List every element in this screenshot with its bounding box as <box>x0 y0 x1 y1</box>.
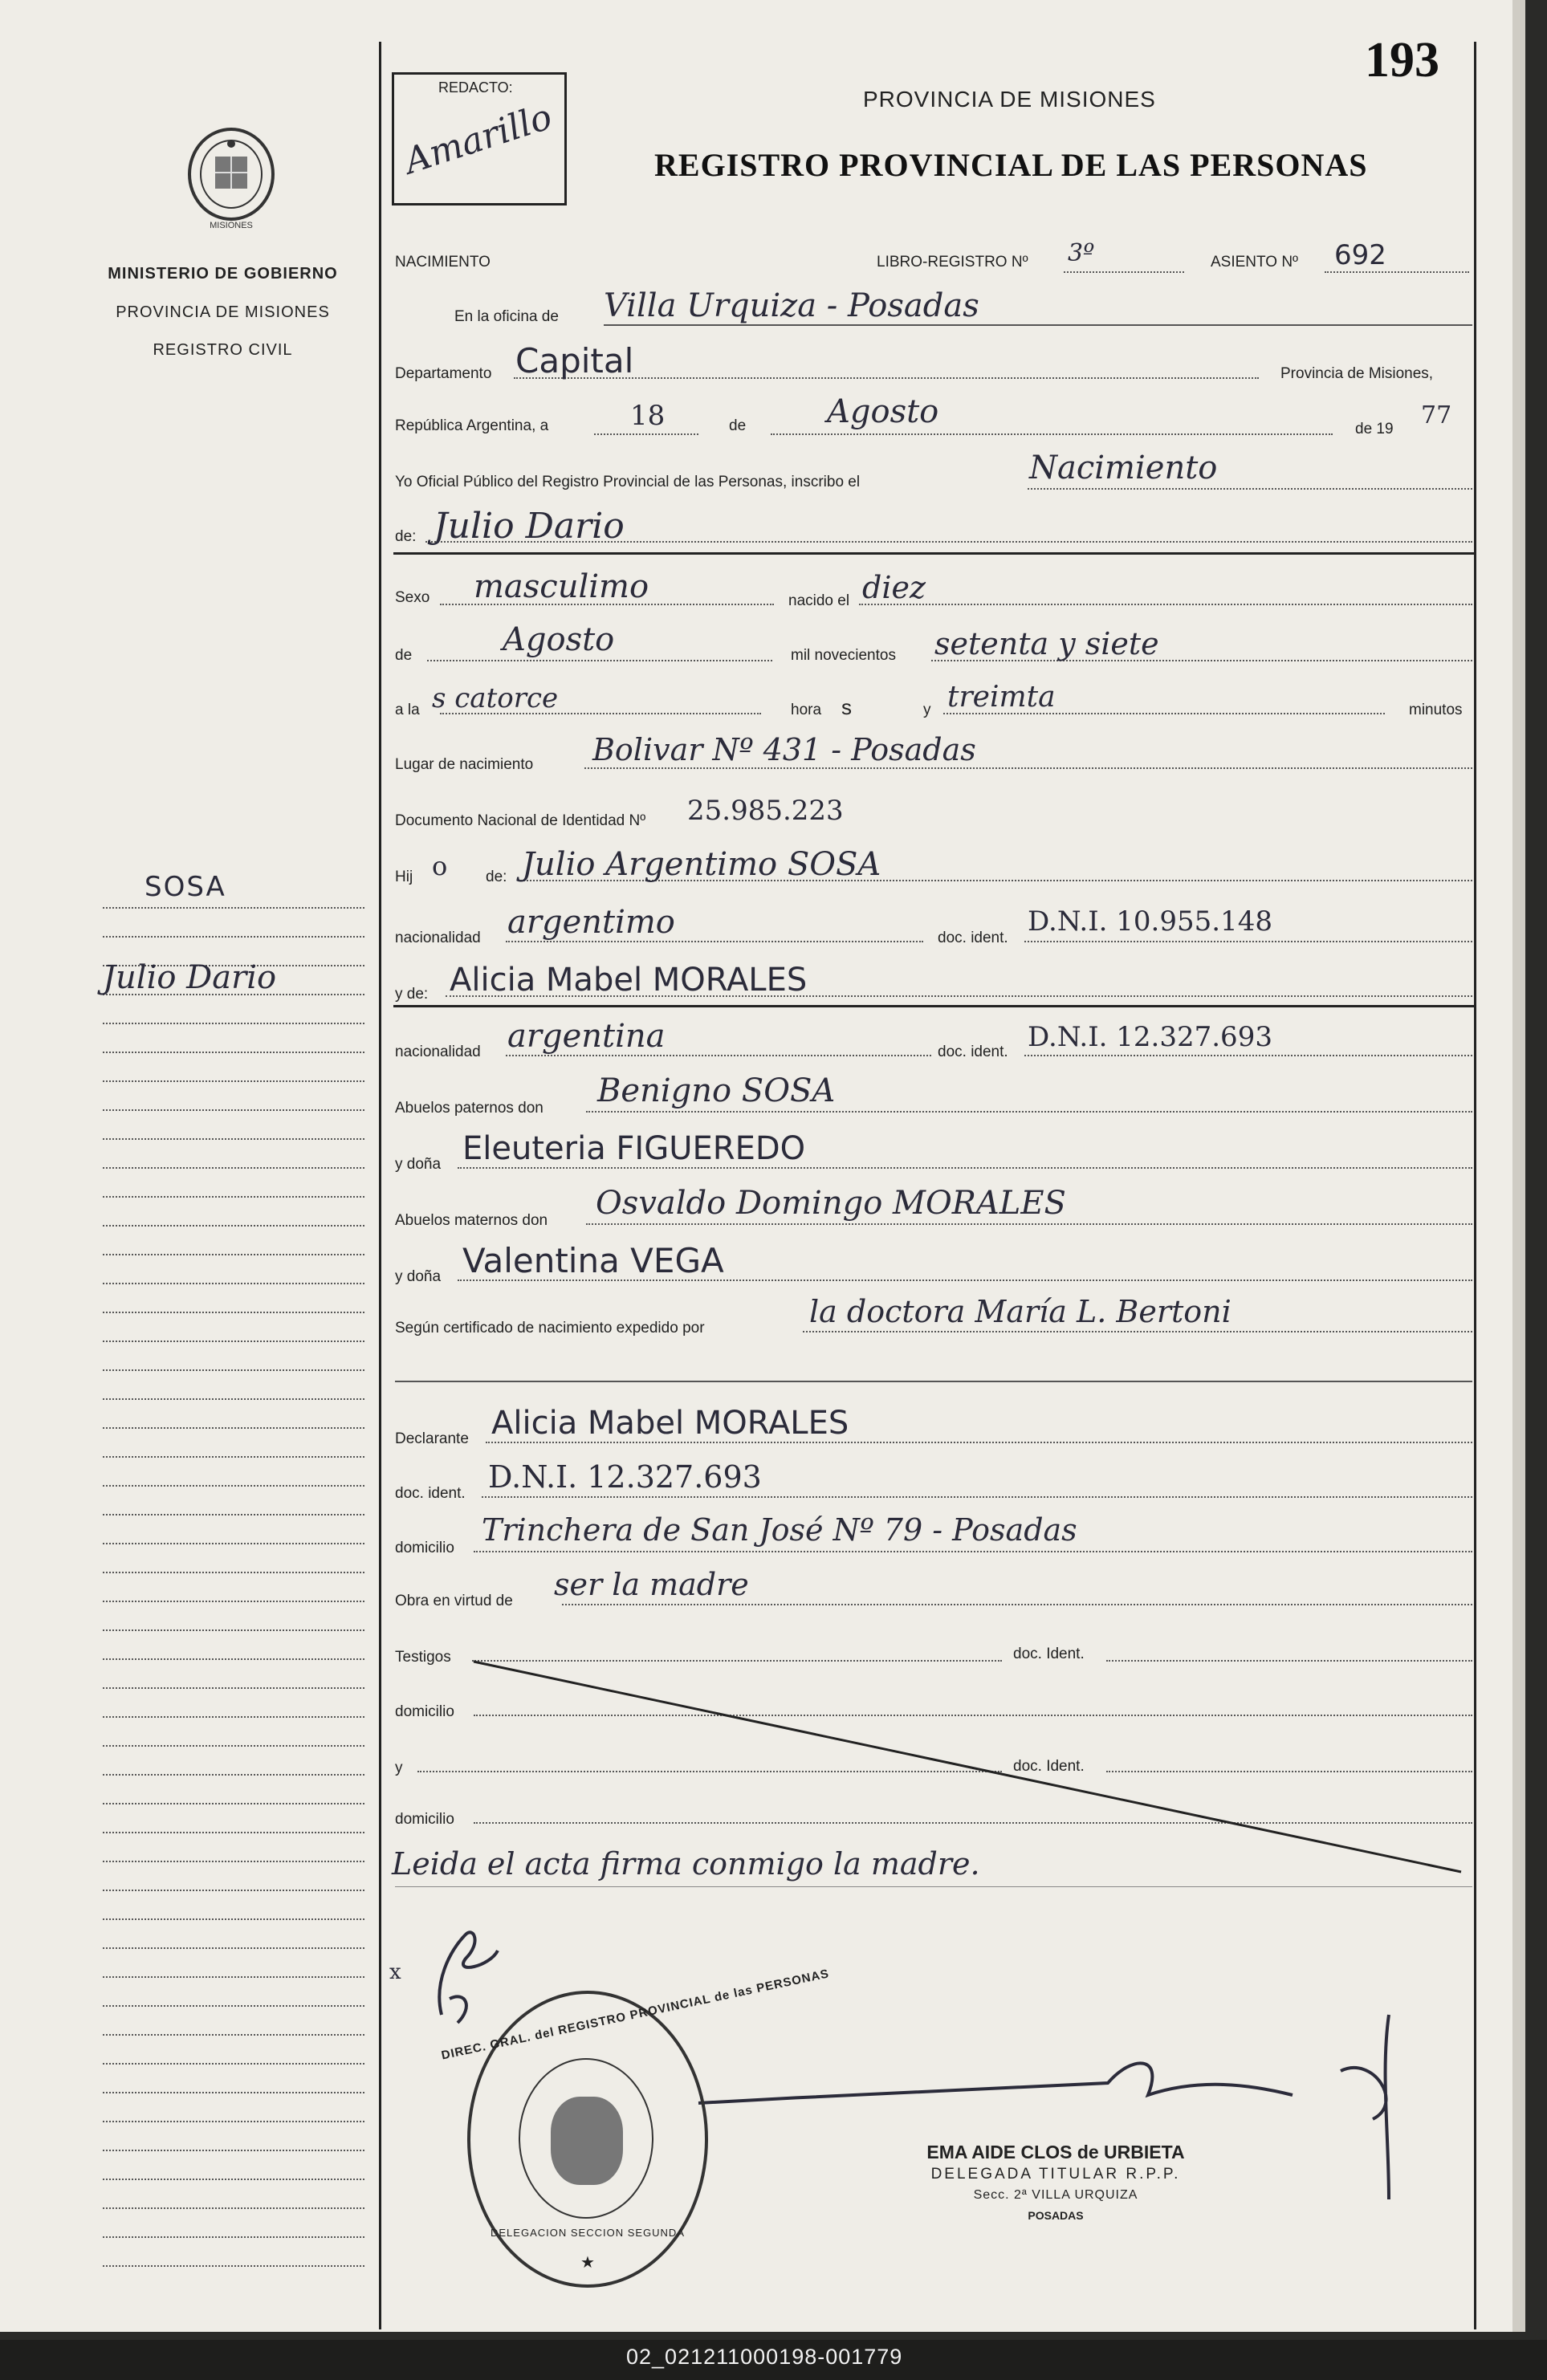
declarante-label: Declarante <box>395 1430 469 1447</box>
redacto-label: REDACTO: <box>438 79 513 96</box>
a-la-label: a la <box>395 702 420 718</box>
obra-value: ser la madre <box>554 1567 749 1602</box>
dni-value: 25.985.223 <box>687 795 844 827</box>
provincia-label: Provincia de Misiones, <box>1280 365 1434 382</box>
mil-label: mil novecientos <box>791 647 896 664</box>
declarante-doc-label: doc. ident. <box>395 1485 466 1502</box>
de-label: de <box>729 417 747 434</box>
minutos-label: minutos <box>1409 702 1463 718</box>
padre-nacionalidad-label: nacionalidad <box>395 930 481 946</box>
hora-value: s catorce <box>432 682 559 714</box>
dia-value: 18 <box>630 400 666 432</box>
libro-value: 3º <box>1068 239 1095 267</box>
hijo-label: Hij <box>395 869 413 885</box>
closing-text: Leida el acta firma conmigo la madre. <box>392 1846 980 1882</box>
page-number: 193 <box>1365 33 1439 87</box>
sexo-label: Sexo <box>395 589 430 606</box>
mother-signature-icon <box>417 1918 522 2039</box>
oficina-value: Villa Urquiza - Posadas <box>604 287 979 324</box>
hora-suffix: s <box>841 695 852 719</box>
ministry-heading: MINISTERIO DE GOBIERNO <box>108 265 338 283</box>
madre-nacionalidad-label: nacionalidad <box>395 1044 481 1060</box>
abuela-mat-value: Valentina VEGA <box>462 1241 724 1280</box>
departamento-value: Capital <box>515 341 634 380</box>
madre-doc-value: D.N.I. 12.327.693 <box>1028 1021 1272 1053</box>
registry-title: REGISTRO PROVINCIAL DE LAS PERSONAS <box>654 147 1368 183</box>
abuelos-paternos-label: Abuelos paternos don <box>395 1100 543 1117</box>
file-id-label: 02_021211000198-001779 <box>626 2345 903 2369</box>
abuelo-pat-value: Benigno SOSA <box>597 1072 836 1109</box>
stamp-outer-text: DIREC. GRAL. del REGISTRO PROVINCIAL de las PERSONAS <box>440 1967 831 2063</box>
padre-doc-label: doc. ident. <box>938 930 1008 946</box>
y-label: y <box>923 702 931 718</box>
stamp-inner-text: DELEGACION SECCION SEGUNDA <box>491 2227 685 2239</box>
abuela-pat-value: Eleuteria FIGUEREDO <box>462 1130 806 1167</box>
asiento-label: ASIENTO Nº <box>1211 254 1298 271</box>
nacido-label: nacido el <box>788 592 850 609</box>
signature-mark: x <box>389 1960 401 1984</box>
oficina-label: En la oficina de <box>454 308 559 325</box>
stamp-star-icon: ★ <box>580 2254 595 2272</box>
nac-mes-value: Agosto <box>503 621 615 658</box>
domicilio1-label: domicilio <box>395 1703 454 1720</box>
obra-label: Obra en virtud de <box>395 1593 513 1609</box>
province-heading: PROVINCIA DE MISIONES <box>116 303 330 321</box>
de-padre-label: de: <box>486 869 507 885</box>
registrar-section: Secc. 2ª VILLA URQUIZA <box>973 2188 1138 2202</box>
registrar-city: POSADAS <box>1028 2209 1084 2222</box>
libro-label: LIBRO-REGISTRO Nº <box>877 254 1028 271</box>
de-mes-label: de <box>395 647 413 664</box>
madre-doc-label: doc. ident. <box>938 1044 1008 1060</box>
stamp-emblem <box>551 2097 623 2185</box>
lugar-value: Bolivar Nº 431 - Posadas <box>592 732 976 767</box>
certificado-value: la doctora María L. Bertoni <box>809 1294 1231 1329</box>
y-de-label: y de: <box>395 986 429 1003</box>
oficial-label: Yo Oficial Público del Registro Provincial de las Personas, inscribo el <box>395 474 861 490</box>
testigos-label: Testigos <box>395 1649 451 1666</box>
civil-registry-heading: REGISTRO CIVIL <box>153 341 293 359</box>
departamento-label: Departamento <box>395 365 492 382</box>
acto-value: Nacimiento <box>1029 450 1218 486</box>
testigos-doc-label: doc. Ident. <box>1013 1646 1085 1662</box>
republica-label: República Argentina, a <box>395 417 549 434</box>
record-type-label: NACIMIENTO <box>395 254 491 271</box>
padre-nac-value: argentimo <box>507 904 675 941</box>
dni-label: Documento Nacional de Identidad Nº <box>395 812 646 829</box>
testigo2-doc-label: doc. Ident. <box>1013 1758 1085 1775</box>
abuelos-maternos-label: Abuelos maternos don <box>395 1212 548 1229</box>
closing-line <box>395 1886 1472 1887</box>
de19-label: de 19 <box>1355 421 1394 437</box>
anio-texto-value: setenta y siete <box>934 626 1159 661</box>
nombre-value: Julio Dario <box>434 506 625 547</box>
abuela-mat-label: y doña <box>395 1268 442 1285</box>
anio-value: 77 <box>1421 401 1452 429</box>
asiento-value: 692 <box>1334 239 1386 271</box>
hora-label: hora <box>791 702 822 718</box>
hijo-suffix: o <box>432 851 448 881</box>
domicilio2-label: domicilio <box>395 1811 454 1828</box>
certificado-label: Según certificado de nacimiento expedido por <box>395 1320 705 1336</box>
declarante-doc-value: D.N.I. 12.327.693 <box>488 1459 762 1495</box>
domicilio-label: domicilio <box>395 1540 454 1556</box>
abuelo-mat-value: Osvaldo Domingo MORALES <box>596 1185 1066 1222</box>
minutos-value: treimta <box>947 681 1056 714</box>
margin-given-names: Julio Dario <box>103 959 277 996</box>
redacto-signature: Amarillo <box>399 96 557 183</box>
padre-value: Julio Argentimo SOSA <box>522 846 881 883</box>
official-stamp <box>440 1967 831 2288</box>
domicilio-value: Trinchera de San José Nº 79 - Posadas <box>482 1512 1077 1548</box>
nacido-value: diez <box>862 570 926 605</box>
province-title: PROVINCIA DE MISIONES <box>863 87 1156 112</box>
declarante-value: Alicia Mabel MORALES <box>491 1405 849 1442</box>
padre-doc-value: D.N.I. 10.955.148 <box>1028 905 1272 938</box>
madre-value: Alicia Mabel MORALES <box>450 962 808 999</box>
sexo-value: masculimo <box>474 568 649 605</box>
lugar-label: Lugar de nacimiento <box>395 756 534 773</box>
madre-nac-value: argentina <box>507 1018 666 1055</box>
de-nombre-label: de: <box>395 528 417 545</box>
seal-caption: MISIONES <box>210 221 253 230</box>
mes-value: Agosto <box>827 393 939 430</box>
y2-label: y <box>395 1760 403 1776</box>
registrar-title: DELEGADA TITULAR R.P.P. <box>930 2166 1181 2183</box>
abuela-pat-label: y doña <box>395 1156 442 1173</box>
margin-surname: SOSA <box>145 871 226 903</box>
registrar-name: EMA AIDE CLOS de URBIETA <box>926 2142 1185 2162</box>
